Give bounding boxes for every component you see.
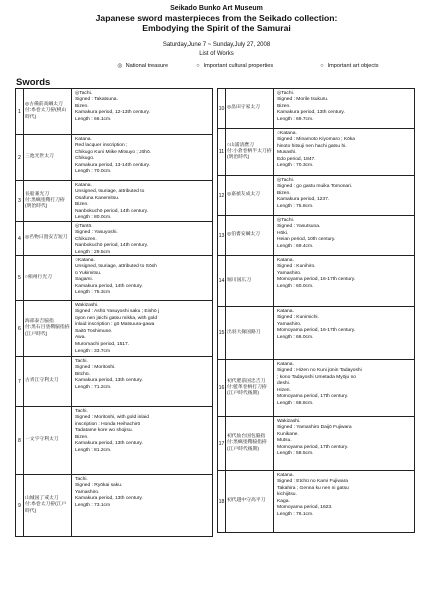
item-number: 15 [218,307,226,359]
item-number: 3 [16,181,24,221]
legend-important-label: Important cultural properties [203,63,274,69]
item-japanese-name [23,135,72,180]
item-japanese-name-text: 長船兼光刀 付:黒蝋塗鞘打刀拵(明治時代) [25,191,65,210]
item-japanese-name [23,301,72,356]
table-row [217,129,415,176]
item-japanese-name [225,256,274,306]
item-japanese-name [225,360,274,416]
item-number: 5 [16,256,24,300]
item-japanese-name-text: 出羽大掾国路刀 [227,329,261,335]
table-row [15,357,213,407]
item-japanese-name-text: 初代肥前国忠吉刀 付:藍革巻柄打刀拵(江戸時代後期) [227,378,267,397]
item-details: ○Katana. Signed : Minamoto Kiyomaro ; Kōka hinoto hitsuji nen hachi gatsu hi. Musashi. Edo period, 1847. Length : 70.3cm. [277,130,356,169]
item-details: Katana. Red lacquer inscription ; Chikugo Kuni Miike Mitsuyo ; Jōhō. Chikugo. Kamakura period, 13-14th century. Length : 70.0cm. [75,136,152,175]
item-details: ◎Tantō. Signed : Yasuyoshi. Chikuzen. Nanbokuchō period, 14th century. Length : 29.5cm [75,223,149,255]
table-row [15,222,213,256]
item-number: 8 [16,407,24,474]
list-of-works-label: List of Works [199,51,234,57]
table-row [15,181,213,222]
exhibition-title-line-1: Japanese sword masterpieces from the Seikado collection: [95,13,338,23]
circle-icon: ○ [196,63,200,69]
item-japanese-name-text: ○相州行光刀 [25,274,52,280]
table-row [217,216,415,256]
item-number: 16 [218,360,226,416]
item-japanese-name [225,471,274,532]
item-details: ◎Tachi. Signed : Yasutsuna. Hōki. Heian period, 10th century. Length : 69.4cm. [277,217,336,249]
works-table-right [217,88,415,533]
item-japanese-name [23,357,72,406]
item-japanese-name [225,89,274,128]
item-details: ◎Tachi. Signed : go gastu muika Tomonari. Bizen. Kamakura period, 1237. Length : 75.8cm. [277,177,353,209]
item-japanese-name-text: ◎畠田守家太刀 [227,105,260,111]
item-details: Katana. Unsigned, tsuriage, attributed to Osafuna Kanemitsu. Bizen. Nanbokuchō period, 14th century. Length : 80.0cm. [75,182,149,221]
table-row [217,471,415,533]
item-japanese-name-text: ◎伯耆安綱太刀 [227,232,260,238]
item-details: ◎Tachi. Signed : Morile tsukuru. Bizen. Kamakura period, 13th century. Length : 69.7cm. [277,90,345,122]
item-japanese-name-text: 山城国了戒太刀 付:糸巻太刀拵(江戸時代) [25,496,67,514]
item-number: 1 [16,89,24,134]
item-japanese-name-text: ◎古備前高綱太刀 付:糸巻太刀拵(桃山時代) [25,102,67,120]
item-details: Wakizashi. Signed : Yamashiro Daijō Fujiwara Kunikane. Mutsu. Momoyama period, 17th century. Length : 58.5cm. [277,418,352,457]
item-number: 6 [16,301,24,356]
item-japanese-name-text: 初代越中守高平刀 [227,498,266,504]
legend [0,63,433,73]
item-japanese-name [225,307,274,359]
item-japanese-name [225,417,274,470]
table-row [217,256,415,307]
item-number: 17 [218,417,226,470]
item-number: 18 [218,471,226,532]
item-number: 14 [218,256,226,306]
table-row [217,360,415,417]
circle-icon: ○ [320,63,324,69]
item-japanese-name-text: 三池光世太刀 [25,154,54,160]
item-number: 13 [218,216,226,255]
exhibition-title-line-2: Embodying the Spirit of the Samurai [142,23,291,33]
table-row [15,135,213,181]
item-japanese-name [23,222,72,255]
table-row [217,417,415,471]
table-row [15,256,213,301]
item-japanese-name-text: ○山浦清麿刀 付:小倉巻柄半太刀拵(明治時代) [227,142,272,161]
item-japanese-name [23,407,72,474]
item-details: ○Katana. Unsigned, tsuriage, attributed to Sōsh ū Yukimitsu. Sagami. Kamakura period, 14th century. Length : 75.3cm [75,257,157,296]
table-row [217,176,415,216]
museum-name: Seikado Bunko Art Museum [170,5,263,12]
item-japanese-name [225,129,274,175]
item-details: Katana. Signed : Hizen no Kuni jūnin Tadayoshi ; kono Tadayoshi Umetada Myōju no deshi. Hizen. Momoyama period, 17th century. Length : 68.8cm. [277,361,362,407]
item-japanese-name-text: ◎嘉禎友成太刀 [227,192,260,198]
item-details: Katana. Signed : Kunimichi. Yamashiro. Momoyama period, 16-17th century. Length : 66.0cm. [277,308,356,340]
table-row [15,407,213,475]
item-details: Tachi. Signed : Moritoshi. Bitchū. Kamakura period, 13th century. Length : 71.2cm. [75,358,143,390]
item-japanese-name-text: ◎名物日置安吉短刀 [25,235,68,241]
item-japanese-name [23,89,72,134]
item-japanese-name [23,475,72,536]
item-japanese-name-text: 初代仙台国包脇指 付:黒蝋塗鞘脇指拵(江戸時代後期) [227,434,267,452]
legend-national-label: National treasure [125,63,169,69]
works-table-left [15,88,213,537]
item-japanese-name-text: 堀川国広刀 [227,277,251,283]
table-row [15,89,213,135]
legend-important-cultural [194,63,273,69]
item-japanese-name [23,181,72,221]
section-title: Swords [16,77,51,88]
legend-art-label: Important art objects [327,63,379,69]
item-number: 12 [218,176,226,215]
exhibition-dates: Saturday,June 7 ~ Sunday,July 27, 2008 [162,42,271,48]
table-row [15,475,213,537]
item-details: Tachi. Signed : Ryōkai saku. Yamashiro. Kamakura period, 13th century. Length : 73.1cm [75,476,143,508]
double-circle-icon: ◎ [117,63,123,69]
item-details: ◎Tachi. Signed : Takatsuna. Bizen. Kamakura period, 12-13th century. Length : 66.1cm. [75,90,150,122]
item-details: Tachi. Signed : Moritoshi, with gold inlaid inscription : Honda Heihachirō Tadatame kore wo shojisu. Bizen. Kamakura period, 13th century. Length : 81.2cm. [75,408,149,454]
item-details: Wakizashi. Signed : Ashū Yasuyoshi saku ; Eishō j ūyon nen jūichi gatsu mikka, with gold inlaid inscription : gō Matsuura-gawa Saitō Toshimune. Awa. Muromachi period, 1517. Length : 33.7cm [75,302,160,354]
item-number: 11 [218,129,226,175]
table-row [217,307,415,360]
item-japanese-name [23,256,72,300]
item-japanese-name [225,216,274,255]
item-number: 10 [218,89,226,128]
item-number: 2 [16,135,24,180]
table-row [217,89,415,129]
item-japanese-name-text: 一文字守利太刀 [25,437,59,443]
item-details: Katana. Signed : Etchū no Kami Fujiwara Takahira ; Genna ku nen ni gatsu kichijitsu. Kaga. Momoyama period, 1623. Length : 76.1cm. [277,472,349,518]
item-number: 9 [16,475,24,536]
item-japanese-name [225,176,274,215]
item-details: Katana. Signed : Kunihiro. Yamashiro. Momoyama period, 16-17th century. Length : 60.0cm. [277,257,356,289]
item-japanese-name-text: 海部泰吉脇指 付:黒石目塗鞘脇指拵(江戸時代) [25,319,70,337]
legend-important-art [318,63,379,69]
item-number: 4 [16,222,24,255]
legend-national-treasure [116,63,168,69]
table-row [15,301,213,357]
item-number: 7 [16,357,24,406]
item-japanese-name-text: 古青江守利太刀 [25,378,59,384]
